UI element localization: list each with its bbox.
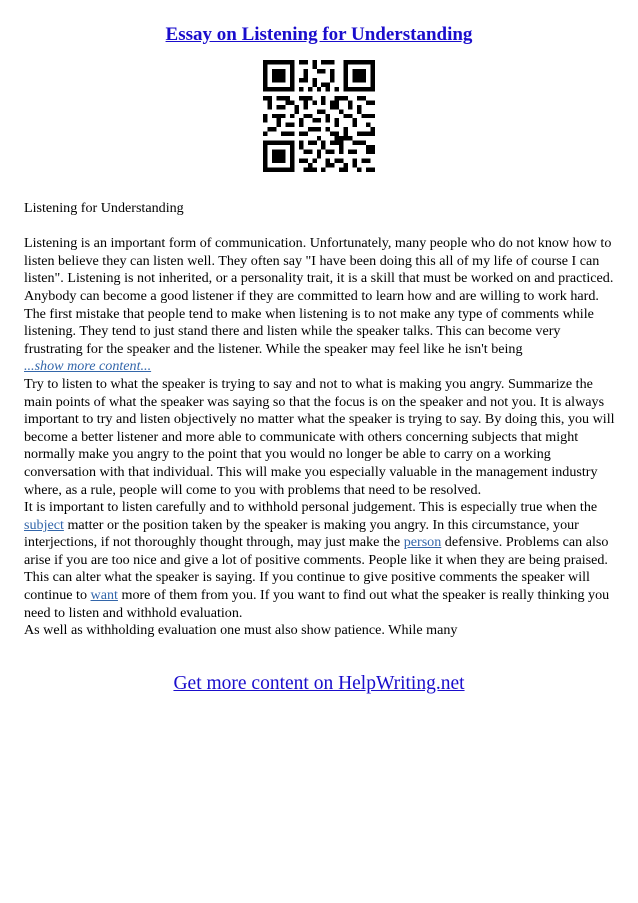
show-more-link[interactable]: ...show more content... <box>24 358 152 375</box>
paragraph-patience: As well as withholding evaluation one must also show patience. While many <box>24 622 458 639</box>
qr-code-icon <box>263 60 375 172</box>
show-more-paragraph <box>24 358 618 376</box>
essay-subtitle: Listening for Understanding <box>24 200 184 216</box>
paragraph-withhold-judgement <box>24 499 618 622</box>
text-segment: matter or the position taken by the speaker is making you angry. In this circumstance, your interjections, if not thoroughly thought through, may just make the <box>24 516 579 551</box>
person-link[interactable]: person <box>403 534 442 551</box>
essay-content <box>24 200 618 640</box>
want-link[interactable]: want <box>90 587 118 604</box>
subject-link[interactable]: subject <box>24 516 64 533</box>
text-segment: It is important to listen carefully and to withhold personal judgement. This is especially true when the <box>24 499 598 516</box>
paragraph-good-listener: Anybody can become a good listener if they are committed to learn how and are willing to work hard. The first mistake that people tend to make when listening is to not make any type of comments while listening. They tend to just stand there and listen while the speaker talks. This can become very frustrating for the speaker and the listener. While the speaker may feel like he isn't being <box>24 287 599 357</box>
paragraph-listen-objectively: Try to listen to what the speaker is trying to say and not to what is making you angry. Summarize the main points of what the speaker was saying so that the focus is on the speaker and not you. It is always important to try and listen objectively no matter what the speaker is trying to say. By doing this, you will become a better listener and more able to communicate with others concerning subjects that might normally make you angry to the point that you would no longer be able to carry on a working conversation with that individual. This will make you especially valuable in the management industry where, as a rule, people will come to you with problems that need to be resolved. <box>24 375 615 498</box>
paragraph-intro: Listening is an important form of communication. Unfortunately, many people who do not know how to listen believe they can listen well. They often say "I have been doing this all of my life of course I can listen". Listening is not inherited, or a personality trait, it is a skill that must be worked on and practiced. <box>24 235 614 287</box>
text-segment: defensive. Problems can also arise if you are too nice and give a lot of positive comments. People like it when they are being praised. This can alter what the speaker is saying. If you continue to give positive comments the speaker will continue to <box>24 534 609 604</box>
get-more-content-link[interactable]: Get more content on HelpWriting.net <box>173 673 465 694</box>
page-title[interactable]: Essay on Listening for Understanding <box>165 24 473 45</box>
text-segment: more of them from you. If you want to find out what the speaker is really thinking you need to listen and withhold evaluation. <box>24 587 610 621</box>
